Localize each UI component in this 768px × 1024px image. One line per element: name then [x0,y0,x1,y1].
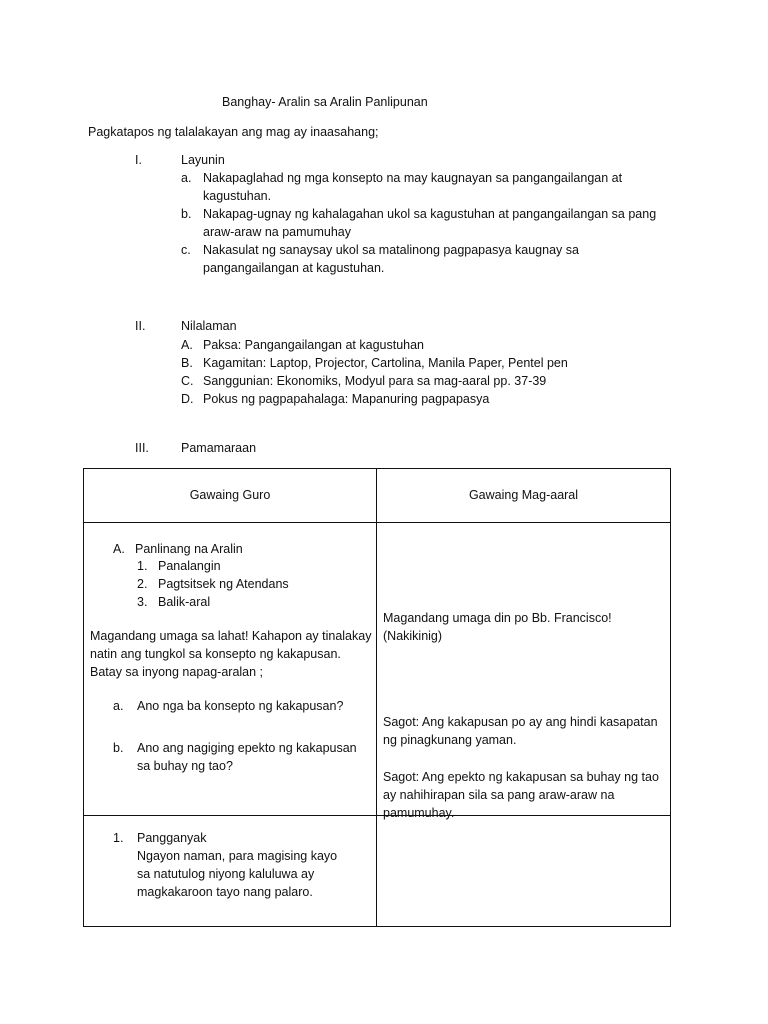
steps-list [113,557,353,611]
student-greeting-reply: Magandang umaga din po Bb. Francisco! (Nakikinig) [383,611,612,643]
list-text: Nakapag-ugnay ng kahalagahan ukol sa kagustuhan at pangangailangan sa pang araw-araw na pamumuhay [203,207,657,239]
section-a-heading [113,540,405,558]
list-text: Sanggunian: Ekonomiks, Modyul para sa mag-aaral pp. 37-39 [203,374,547,388]
section-heading-layunin: Layunin [181,153,225,167]
student-answer-b: Sagot: Ang epekto ng kakapusan sa buhay ng tao ay nahihirapan sila sa pang araw-araw na pamumuhay. [383,770,659,820]
list-item [113,575,353,593]
list-item [113,739,368,775]
teacher-cell [84,816,377,927]
list-item [113,697,368,715]
list-marker: b. [181,207,192,221]
student-answer-a: Sagot: Ang kakapusan po ay ang hindi kasapatan ng pinagkunang yaman. [383,715,658,747]
section-numeral-1: I. [135,153,142,167]
table-row [84,816,671,927]
list-item [181,354,671,372]
document-title: Banghay- Aralin sa Aralin Panlipunan [222,95,428,109]
list-text: Ano ang nagiging epekto ng kakapusan sa buhay ng tao? [137,741,357,773]
list-marker: C. [181,374,194,388]
table-header-row [84,469,671,523]
motivation-block [113,829,368,901]
list-item [181,390,671,408]
section-title: Panlinang na Aralin [135,542,243,556]
list-marker: 1. [113,831,124,845]
list-marker: 2. [137,577,148,591]
section-numeral-3: III. [135,441,149,455]
list-marker: a. [113,699,124,713]
list-marker: B. [181,356,193,370]
list-item [181,169,671,205]
list-text: Kagamitan: Laptop, Projector, Cartolina, Manila Paper, Pentel pen [203,356,568,370]
review-questions [113,697,368,775]
list-text: Panalangin [158,559,221,573]
student-cell-empty [377,816,671,927]
list-marker: 3. [137,595,148,609]
list-text: Nakasulat ng sanaysay ukol sa matalinong pagpapasya kaugnay sa pangangailangan at kagustuhan. [203,243,579,275]
student-cell [377,523,671,820]
list-marker: b. [113,741,124,755]
list-marker: A. [181,338,193,352]
list-marker: c. [181,243,191,257]
list-item [181,205,671,241]
list-text: Ano nga ba konsepto ng kakapusan? [137,699,344,713]
section-marker: A. [113,542,125,556]
list-marker: D. [181,392,194,406]
list-item [181,372,671,390]
list-item [113,557,353,575]
intro-line: Pagkatapos ng talalakayan ang mag ay inaasahang; [88,125,379,139]
list-text: Pagtsitsek ng Atendans [158,577,289,591]
list-marker: a. [181,171,192,185]
list-item [113,593,353,611]
header-teacher-activity: Gawaing Guro [84,469,377,523]
section-heading-pamamaraan: Pamamaraan [181,441,257,455]
table-row [84,523,671,816]
header-student-activity: Gawaing Mag-aaral [377,469,671,523]
objectives-list [181,169,671,277]
list-item [181,241,671,277]
list-text: Pokus ng pagpapahalaga: Mapanuring pagpapasya [203,392,490,406]
teacher-greeting: Magandang umaga sa lahat! Kahapon ay tinalakay natin ang tungkol sa konsepto ng kakapusan. Batay sa inyong napag-aralan ; [90,629,372,679]
list-text: Nakapaglahad ng mga konsepto na may kaugnayan sa pangangailangan at kagustuhan. [203,171,623,203]
motivation-body: Ngayon naman, para magising kayo sa natutulog niyong kaluluwa ay magkakaroon tayo nang palaro. [137,849,338,899]
content-list [181,336,671,408]
list-text: Paksa: Pangangailangan at kagustuhan [203,338,425,352]
list-text: Balik-aral [158,595,211,609]
list-item [113,829,368,901]
section-heading-nilalaman: Nilalaman [181,319,237,333]
section-numeral-2: II. [135,319,146,333]
teacher-cell [84,523,377,816]
list-item [181,336,671,354]
motivation-title: Pangganyak [137,831,207,845]
procedure-table [83,468,671,927]
list-marker: 1. [137,559,148,573]
